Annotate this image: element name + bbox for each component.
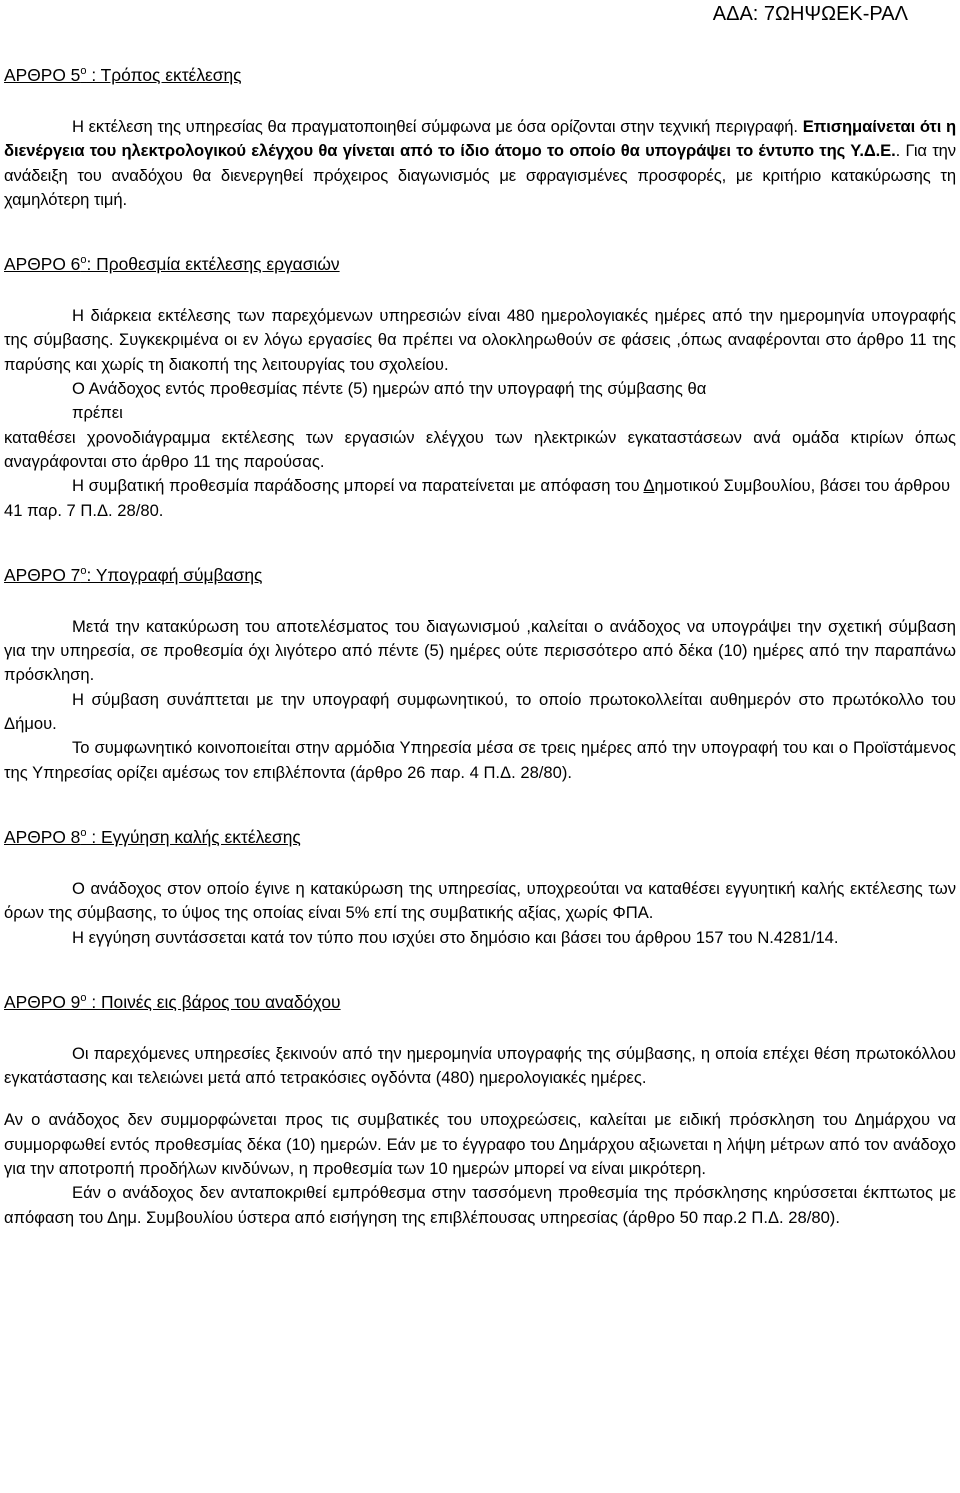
article-7-paragraph-2: Η σύμβαση συνάπτεται με την υπογραφή συμφωνητικού, το οποίο πρωτοκολλείται αυθημερόν στο πρωτόκολλο του Δήμου.: [4, 689, 956, 734]
article-6-paragraph-2b: πρέπει: [72, 403, 123, 423]
article-9-heading: ΑΡΘΡΟ $9^o$ : Ποινές εις βάρος του αναδόχου: [4, 991, 341, 1012]
article-6-paragraph-1: Η διάρκεια εκτέλεσης των παρεχόμενων υπηρεσιών είναι 480 ημερολογιακές ημέρες από την ημερομηνία υπογραφής της σύμβασης. Συγκεκριμένα οι εν λόγω εργασίες θα πρέπει να ολοκληρωθούν σε φάσεις ,όπως αναφέρονται στο άρθρο 11 της παρύσης και χωρίς τη διακοπή της λειτουργίας του σχολείου.: [4, 306, 956, 374]
article-7-heading: ΑΡΘΡΟ $7^o$: Υπογραφή σύμβασης: [4, 564, 263, 585]
article-8-heading: ΑΡΘΡΟ $8^o$ : Εγγύηση καλής εκτέλεσης: [4, 826, 301, 847]
article-9-paragraph-2: Αν ο ανάδοχος δεν συμμορφώνεται προς τις συμβατικές του υποχρεώσεις, καλείται με ειδική πρόσκληση του Δημάρχου να συμμορφωθεί εντός προθεσμίας δέκα (10) ημερών. Εάν με το έγγραφο του Δημάρχου αξιωνεται η λήψη μέτρων από τον ανάδοχο για την αποτροπή προδήλων κινδύνων, η προθεσμία των 10 ημερών μπορεί να είναι μικρότερη.: [4, 1110, 956, 1179]
article-8-paragraph-1: Ο ανάδοχος στον οποίο έγινε η κατακύρωση της υπηρεσίας, υποχρεούται να καταθέσει εγγυητική καλής εκτέλεσης των όρων της σύμβασης, το ύψος της οποίας είναι 5% επί της συμβατικής αξίας, χωρίς ΦΠΑ.: [4, 878, 956, 923]
article-8-paragraph-2: Η εγγύηση συντάσσεται κατά τον τύπο που ισχύει στο δημόσιο και βάσει του άρθρου 157 του Ν.4281/14.: [72, 927, 839, 947]
article-5-heading: ΑΡΘΡΟ $5^o$ : Τρόπος εκτέλεσης: [4, 65, 242, 85]
document-body: [4, 63, 956, 1230]
article-6-heading: ΑΡΘΡΟ $6^o$: Προθεσμία εκτέλεσης εργασιών: [4, 254, 340, 275]
article-5-paragraph: Η εκτέλεση της υπηρεσίας θα πραγματοποιηθεί σύμφωνα με όσα ορίζονται στην τεχνική περιγραφή. Επισημαίνεται ότι η διενέργεια του ηλεκτρολογικού ελέγχου θα γίνεται από το ίδιο άτομο το οποίο θα υπογράψει το έντυπο της Υ.Δ.Ε.. Για την ανάδειξη του αναδόχου θα διενεργηθεί πρόχειρος διαγωνισμός με σφραγισμένες προσφορές, με κριτήριο κατακύρωσης τη χαμηλότερη τιμή.: [4, 117, 957, 209]
article-6-paragraph-3: Η συμβατική προθεσμία παράδοσης μπορεί να παρατείνεται με απόφαση του Δημοτικού Συμβουλίου, βάσει του άρθρου 41 παρ. 7 Π.Δ. 28/80.: [4, 476, 951, 520]
article-7-paragraph-3: Το συμφωνητικό κοινοποιείται στην αρμόδια Υπηρεσία μέσα σε τρεις ημέρες από την υπογραφή του και ο Προϊστάμενος της Υπηρεσίας ορίζει αμέσως τον επιβλέποντα (άρθρο 26 παρ. 4 Π.Δ. 28/80).: [4, 738, 956, 782]
ada-code: ΑΔΑ: 7ΩΗΨΩΕΚ-ΡΑΛ: [712, 3, 908, 25]
article-9-paragraph-1: Οι παρεχόμενες υπηρεσίες ξεκινούν από την ημερομηνία υπογραφής της σύμβασης, η οποία επέχει θέση πρωτοκόλλου εγκατάστασης και τελειώνει μετά από τετρακόσιες ογδόντα (480) ημερολογιακές ημέρες.: [4, 1043, 956, 1088]
article-7-paragraph-1: Μετά την κατακύρωση του αποτελέσματος του διαγωνισμού ,καλείται ο ανάδοχος να υπογράψει την σχετική σύμβαση για την υπηρεσία, σε προθεσμία όχι λιγότερο από πέντε (5) ημέρες ούτε περισσότερο από δέκα (10) ημέρες από την παραπάνω πρόσκληση.: [4, 616, 956, 685]
article-6-paragraph-2a: Ο Ανάδοχος εντός προθεσμίας πέντε (5) ημερών από την υπογραφή της σύμβασης θα: [72, 379, 707, 399]
article-6-paragraph-2c: καταθέσει χρονοδιάγραμμα εκτέλεσης των εργασιών ελέγχου των ηλεκτρικών εγκαταστάσεων ανά ομάδα κτιρίων όπως αναγράφονται στο άρθρο 11 της παρούσας.: [4, 427, 956, 471]
article-9-paragraph-3: Εάν ο ανάδοχος δεν ανταποκριθεί εμπρόθεσμα στην τασσόμενη προθεσμία της πρόσκλησης κηρύσσεται έκπτωτος με απόφαση του Δημ. Συμβουλίου ύστερα από εισήγηση της επιβλέπουσας υπηρεσίας (άρθρο 50 παρ.2 Π.Δ. 28/80).: [4, 1183, 956, 1227]
